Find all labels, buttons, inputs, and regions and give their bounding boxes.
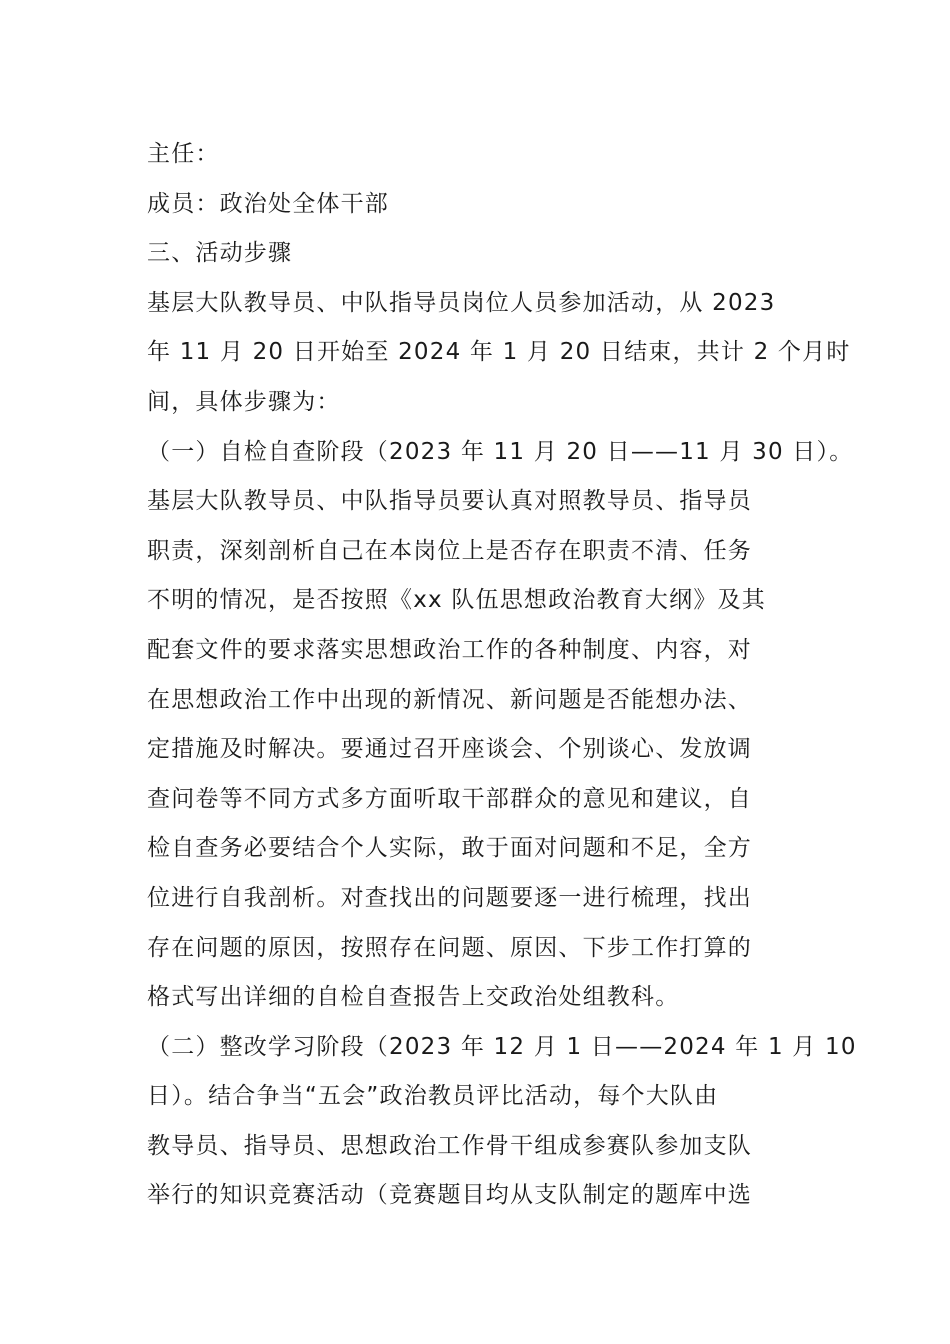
paragraph-line: 定措施及时解决。要通过召开座谈会、个别谈心、发放调 bbox=[147, 736, 752, 763]
subsection-heading-rectification: （二）整改学习阶段（2023 年 12 月 1 日——2024 年 1 月 10 bbox=[147, 1033, 857, 1060]
paragraph-line: 日）。结合争当“五会”政治教员评比活动，每个大队由 bbox=[147, 1083, 719, 1110]
paragraph-line: 检自查务必要结合个人实际，敢于面对问题和不足，全方 bbox=[147, 835, 752, 862]
paragraph-line: 格式写出详细的自检自查报告上交政治处组教科。 bbox=[147, 984, 680, 1011]
subsection-heading-self-check: （一）自检自查阶段（2023 年 11 月 20 日——11 月 30 日）。 bbox=[147, 438, 854, 465]
document-body bbox=[147, 130, 857, 1221]
paragraph-line: 查问卷等不同方式多方面听取干部群众的意见和建议，自 bbox=[147, 785, 752, 812]
paragraph-line: 基层大队教导员、中队指导员岗位人员参加活动，从 2023 bbox=[147, 289, 776, 316]
paragraph-line: 年 11 月 20 日开始至 2024 年 1 月 20 日结束，共计 2 个月时 bbox=[147, 339, 851, 366]
text-line-director: 主任： bbox=[147, 141, 220, 167]
paragraph-line: 间，具体步骤为： bbox=[147, 388, 341, 415]
paragraph-line: 配套文件的要求落实思想政治工作的各种制度、内容，对 bbox=[147, 636, 752, 663]
paragraph-line: 教导员、指导员、思想政治工作骨干组成参赛队参加支队 bbox=[147, 1132, 752, 1159]
section-heading-steps: 三、活动步骤 bbox=[147, 240, 293, 267]
paragraph-line: 基层大队教导员、中队指导员要认真对照教导员、指导员 bbox=[147, 488, 752, 515]
paragraph-line: 不明的情况，是否按照《xx 队伍思想政治教育大纲》及其 bbox=[147, 587, 766, 614]
paragraph-line: 位进行自我剖析。对查找出的问题要逐一进行梳理，找出 bbox=[147, 884, 752, 911]
paragraph-line: 存在问题的原因，按照存在问题、原因、下步工作打算的 bbox=[147, 934, 752, 961]
text-line-members: 成员：政治处全体干部 bbox=[147, 190, 389, 217]
paragraph-line: 职责，深刻剖析自己在本岗位上是否存在职责不清、任务 bbox=[147, 537, 752, 564]
paragraph-line: 在思想政治工作中出现的新情况、新问题是否能想办法、 bbox=[147, 686, 752, 713]
paragraph-line: 举行的知识竞赛活动（竞赛题目均从支队制定的题库中选 bbox=[147, 1182, 752, 1209]
